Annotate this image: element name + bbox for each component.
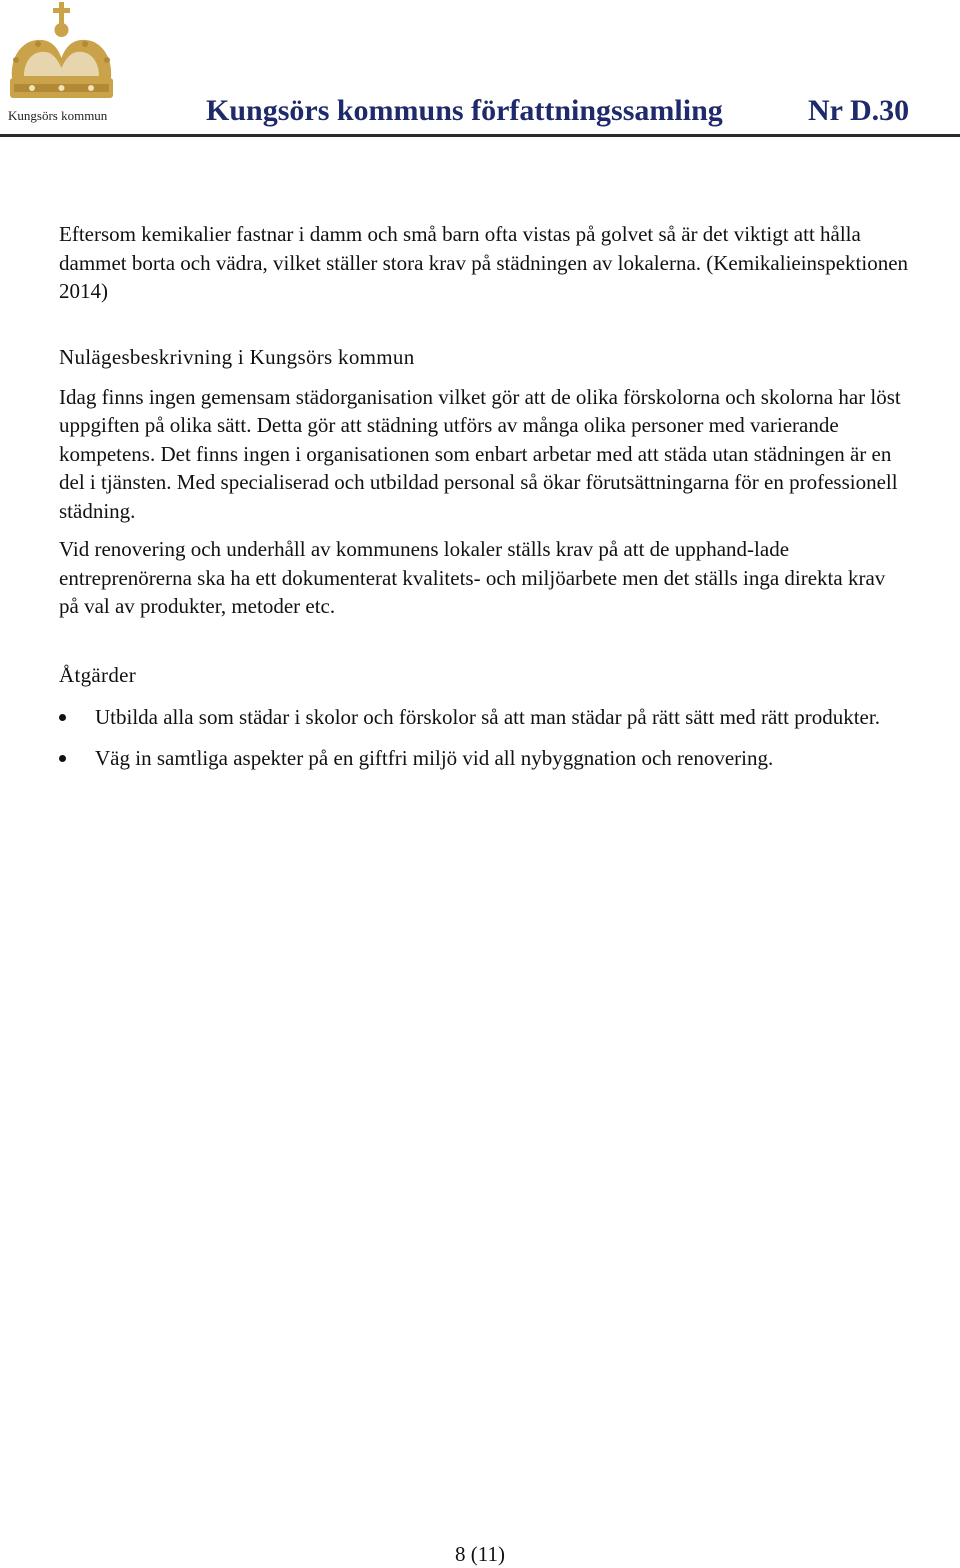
list-item-text: Utbilda alla som städar i skolor och förskolor så att man städar på rätt sätt med rätt produkter. bbox=[95, 704, 880, 729]
bullet-icon bbox=[59, 755, 66, 762]
logo-text: Kungsörs kommun bbox=[8, 108, 108, 123]
list-item bbox=[59, 703, 909, 732]
renovation-paragraph: Vid renovering och underhåll av kommunens lokaler ställs krav på att de upphand-lade entreprenörerna ska ha ett dokumenterat kvalitets- och miljöarbete men det ställs inga direkta krav på val av produkter, metoder etc. bbox=[59, 537, 886, 618]
kungsor-crown-logo bbox=[2, 0, 122, 128]
document-header bbox=[0, 0, 960, 140]
bullet-icon bbox=[59, 714, 66, 721]
current-state-paragraph: Idag finns ingen gemensam städorganisation vilket gör att de olika förskolorna och skolorna har löst uppgiften på olika sätt. Detta gör att städning utförs av många olika personer med varierande kompetens. Det finns ingen i organisationen som enbart arbetar med att städa utan städningen är en del i tjänsten. Med specialiserad och utbildad personal så ökar förutsättningarna för en professionell städning. bbox=[59, 384, 901, 523]
actions-heading: Åtgärder bbox=[59, 662, 137, 687]
document-title: Kungsörs kommuns författningssamling bbox=[206, 94, 723, 127]
page-number: 8 (11) bbox=[455, 1542, 505, 1566]
crown-icon bbox=[2, 0, 122, 108]
intro-paragraph: Eftersom kemikalier fastnar i damm och små barn ofta vistas på golvet så är det viktigt att hålla dammet borta och vädra, vilket ställer stora krav på städningen av lokalerna. (Kemikalieinspektionen 2014) bbox=[59, 222, 909, 303]
header-divider bbox=[0, 134, 960, 137]
document-body bbox=[59, 220, 909, 786]
list-item bbox=[59, 744, 909, 773]
list-item-text: Väg in samtliga aspekter på en giftfri miljö vid all nybyggnation och renovering. bbox=[95, 746, 774, 770]
section-heading: Nulägesbeskrivning i Kungsörs kommun bbox=[59, 344, 415, 369]
actions-list bbox=[59, 703, 909, 773]
document-number: Nr D.30 bbox=[808, 94, 910, 127]
